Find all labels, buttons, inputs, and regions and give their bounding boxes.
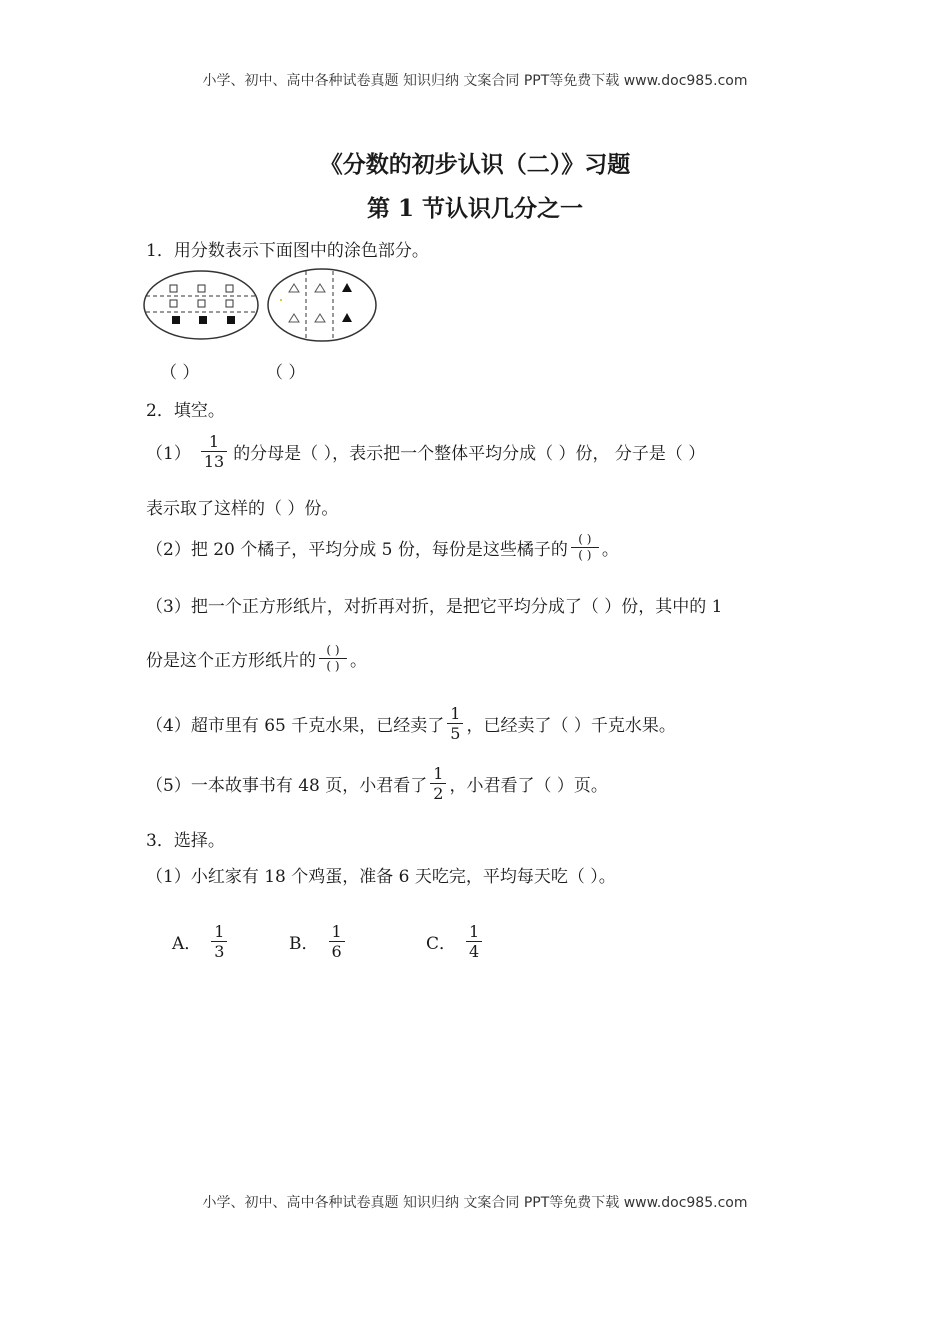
q2-part2 [146, 532, 619, 563]
option-label: B． [289, 934, 319, 954]
q2-part1 [146, 432, 705, 471]
q1-stem: 1．用分数表示下面图中的涂色部分。 [146, 241, 429, 261]
fraction-numerator: 1 [214, 922, 225, 941]
q2-part5-pre: （5）一本故事书有 48 页，小君看了 [146, 776, 428, 796]
q3-part1: （1）小红家有 18 个鸡蛋，准备 6 天吃完，平均每天吃（ ）。 [146, 867, 616, 887]
fraction-denominator: 3 [214, 942, 225, 961]
q2-part3-end: 。 [350, 651, 367, 671]
q2-part1-label: （1） [146, 444, 191, 464]
q1-figures [142, 268, 382, 348]
q1-answer-blank-1[interactable]: （ ） [160, 363, 200, 383]
q2-part5 [146, 764, 608, 803]
fraction-blank-numerator: ( ) [578, 532, 592, 546]
fraction-numerator: 1 [331, 922, 342, 941]
option-label: C． [426, 934, 457, 954]
fraction-blank-denominator: ( ) [326, 659, 340, 673]
fraction-denominator: 6 [331, 942, 342, 961]
option-c[interactable] [426, 922, 485, 961]
option-a[interactable] [172, 922, 230, 961]
page-header: 小学、初中、高中各种试卷真题 知识归纳 文案合同 PPT等免费下载 www.doc985.com [202, 73, 748, 89]
q2-part2-end: 。 [601, 540, 619, 560]
page-subtitle: 第 1 节认识几分之一 [366, 195, 584, 222]
answer-fraction-blank[interactable] [571, 532, 599, 563]
q2-part1-text: 的分母是（ ），表示把一个整体平均分成（ ）份， 分子是（ ） [233, 444, 706, 464]
fraction-denominator: 5 [450, 724, 461, 743]
option-b[interactable] [289, 922, 348, 961]
q1-answer-blank-2[interactable]: （ ） [266, 363, 306, 383]
q2-part3-cont-text: 份是这个正方形纸片的 [146, 651, 316, 671]
option-label: A． [172, 934, 202, 954]
q2-part4 [146, 704, 676, 743]
option-fraction [466, 922, 482, 961]
q3-stem: 3．选择。 [146, 831, 225, 851]
q2-part3: （3）把一个正方形纸片，对折再对折，是把它平均分成了（ ）份，其中的 1 [146, 597, 723, 617]
q2-part2-text: （2）把 20 个橘子，平均分成 5 份，每份是这些橘子的 [146, 540, 568, 560]
option-fraction [329, 922, 345, 961]
fraction-blank-numerator: ( ) [326, 643, 340, 657]
fraction-numerator: 1 [208, 432, 220, 451]
q2-part4-pre: （4）超市里有 65 千克水果，已经卖了 [146, 716, 445, 736]
fraction-denominator: 13 [203, 452, 225, 471]
option-fraction [211, 922, 227, 961]
page-footer: 小学、初中、高中各种试卷真题 知识归纳 文案合同 PPT等免费下载 www.doc985.com [202, 1195, 748, 1211]
fraction-denominator: 4 [469, 942, 480, 961]
q2-part3-continued [146, 643, 367, 674]
figure-squares [144, 271, 258, 339]
answer-fraction-blank[interactable] [319, 643, 347, 674]
fraction-blank-denominator: ( ) [578, 548, 592, 562]
fraction-numerator: 1 [450, 704, 461, 723]
fraction-numerator: 1 [433, 764, 444, 783]
fraction-1-13 [201, 432, 227, 471]
q2-part4-post: ，已经卖了（ ）千克水果。 [466, 716, 676, 736]
q2-part5-post: ，小君看了（ ）页。 [449, 776, 608, 796]
fraction-numerator: 1 [469, 922, 480, 941]
fraction-1-2 [430, 764, 446, 803]
fraction-1-5 [447, 704, 463, 743]
page-title: 《分数的初步认识（二）》习题 [319, 151, 631, 178]
figure-triangles [268, 269, 376, 341]
fraction-denominator: 2 [433, 784, 444, 803]
q2-stem: 2．填空。 [146, 401, 225, 421]
q2-part1-continued: 表示取了这样的（ ）份。 [146, 499, 339, 519]
